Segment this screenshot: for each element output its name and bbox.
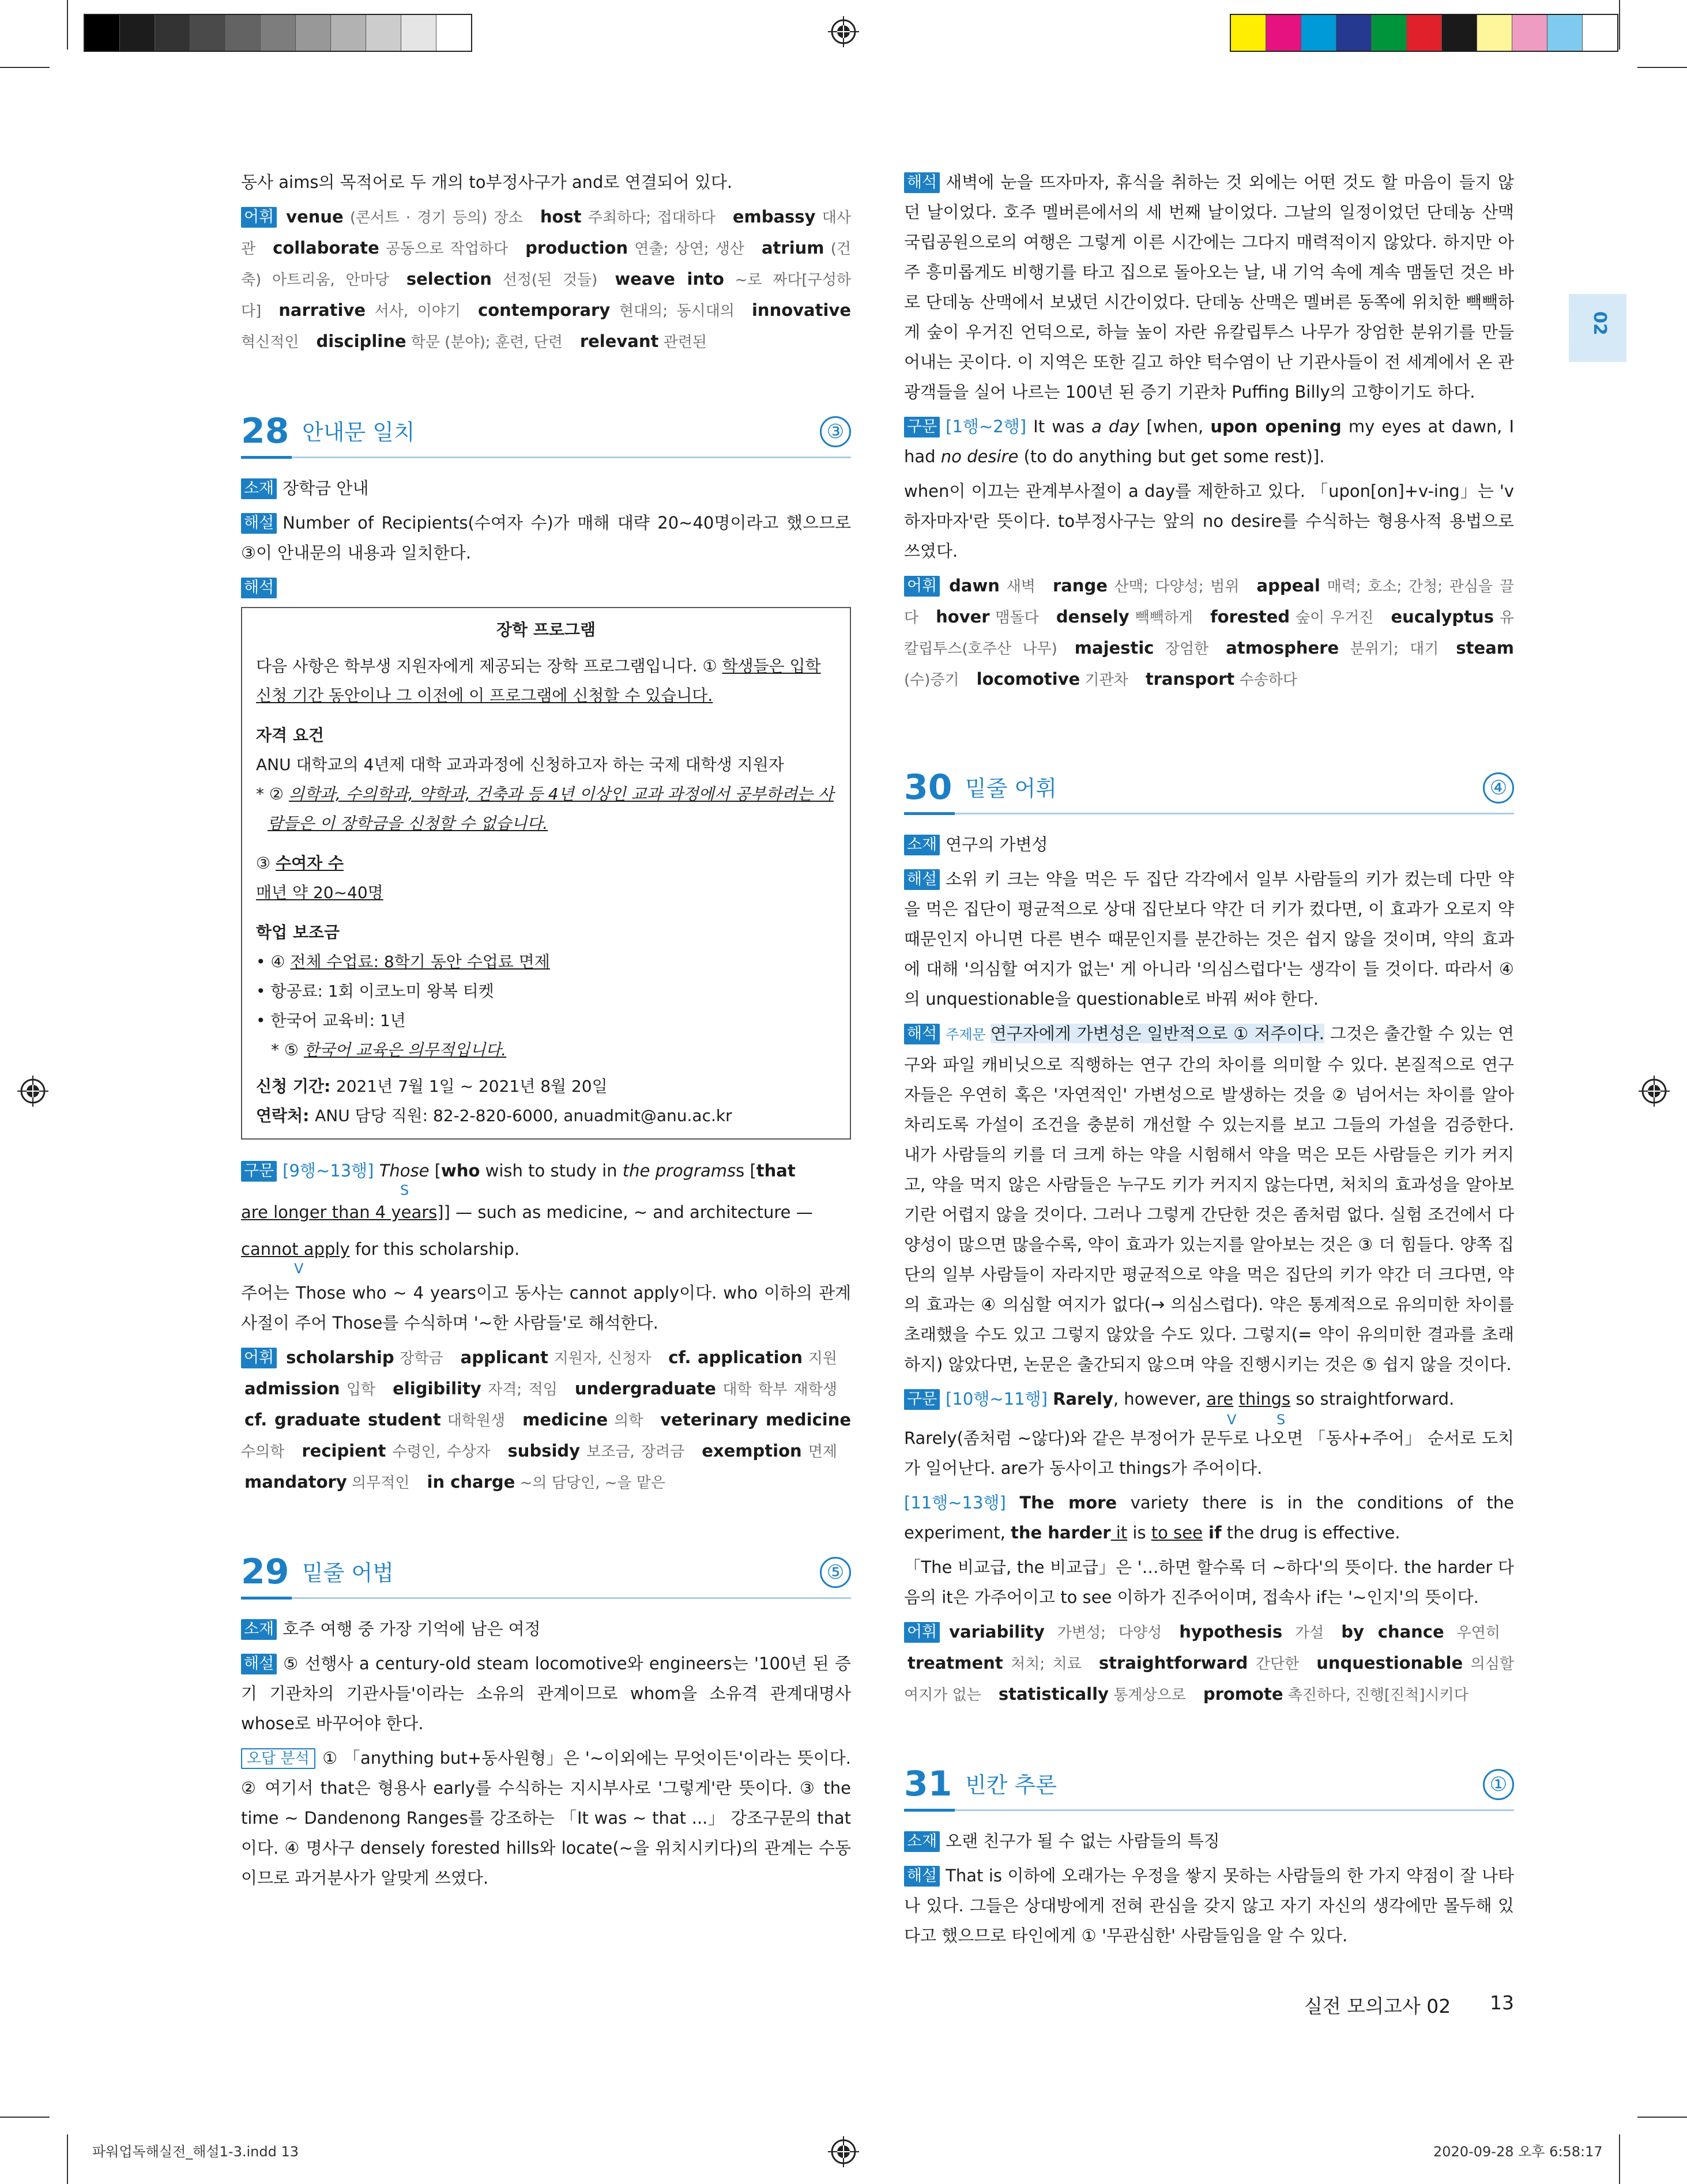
vocab-word: medicine	[522, 1410, 608, 1429]
q28-number: 28	[241, 408, 289, 454]
q31-explanation: 해설 That is 이하에 오래가는 우정을 쌓지 못하는 사람들의 한 가지 약점이 잘 나타나 있다. 그들은 상대방에게 전혀 관심을 갖지 않고 자기 자신의 생각에만 몰두해 있다고 했으므로 타인에게 ① '무관심한' 사람들임을 알 수 있다.	[904, 1866, 1514, 1945]
q30-grammar-note-1: Rarely(좀처럼 ~않다)와 같은 부정어가 문두로 나오면 「동사+주어」 순서로 도치가 일어난다. are가 동사이고 things가 주어이다.	[904, 1428, 1514, 1478]
crop-mark	[1619, 0, 1620, 50]
notice-eligibility-text: ANU 대학교의 4년제 대학 교과과정에 신청하고자 하는 국제 대학생 지원자	[256, 755, 784, 774]
q29-grammar-note: when이 이끄는 관계부사절이 a day를 제한하고 있다. 「upon[on]+v-ing」는 'v하자마자'란 뜻이다. to부정사구는 앞의 no desire를 수식하는 형용사적 용법으로 쓰였다.	[904, 481, 1514, 561]
vocab-word: appeal	[1256, 576, 1320, 595]
color-swatch	[1266, 15, 1301, 51]
verb-mark: V	[294, 1261, 304, 1277]
color-swatch	[1301, 15, 1336, 51]
vocab-meaning: 연출; 상연; 생산	[628, 240, 744, 258]
color-swatch	[1442, 15, 1477, 51]
vocab-meaning: 학문 (분야); 훈련, 단련	[406, 334, 563, 351]
page-number: 13	[1490, 1991, 1514, 2014]
notice-apply-period: 신청 기간: 2021년 7월 1일 ~ 2021년 8월 20일	[256, 1077, 608, 1096]
q28-grammar: 구문 [9행~13행] Those [who wish to study in the programss [that S are longer than 4 years]] — such as medicine, ~ and architecture — cannot apply for this scholarship. V	[241, 1153, 851, 1266]
notice-support-item: • ④ 전체 수업료: 8학기 동안 수업료 면제	[256, 952, 550, 971]
vocab-meaning: (건축) 아트리움, 안마당	[241, 240, 851, 289]
q30-title: 밑줄 어휘	[965, 776, 1057, 801]
vocab-word: venue	[286, 207, 344, 227]
vocab-word: locomotive	[976, 669, 1080, 689]
vocab-word: dawn	[949, 576, 1000, 595]
q29-header	[241, 1549, 851, 1599]
vocab-meaning: 대학원생	[440, 1412, 506, 1429]
vocab-word: applicant	[460, 1348, 548, 1367]
registration-mark-left	[17, 1076, 48, 1107]
notice-support-note: * ⑤ 한국어 교육은 의무적입니다.	[271, 1040, 507, 1059]
vocab-meaning: 주최하다; 접대하다	[581, 209, 716, 227]
vocab-word: relevant	[579, 331, 659, 351]
vocab-word: cf. graduate student	[244, 1410, 441, 1429]
vocab-word: unquestionable	[1316, 1653, 1463, 1673]
color-swatch	[225, 15, 261, 51]
footer-title: 실전 모의고사 02	[1304, 1995, 1451, 2017]
color-swatch	[85, 15, 120, 51]
notice-intro: 다음 사항은 학부생 지원자에게 제공되는 장학 프로그램입니다. ① 학생들은 입학 신청 기간 동안이나 그 이전에 이 프로그램에 신청할 수 있습니다.	[256, 657, 821, 705]
vocab-word: veterinary medicine	[660, 1410, 852, 1429]
crop-mark	[0, 67, 50, 68]
vocab-word: atmosphere	[1226, 638, 1339, 658]
color-swatch	[155, 15, 190, 51]
q31-header	[904, 1761, 1514, 1811]
color-swatch	[190, 15, 225, 51]
vocab-word: atrium	[761, 238, 824, 258]
q28-vocab: 어휘 scholarship 장학금 applicant 지원자, 신청자 cf. application 지원admission 입학 eligibility 자격; 적임 undergraduate 대학 학부 재학생cf. graduate student 대학원생 medicine 의학 veterinary medicine 수의학 recipient 수령인, 수상자 subsidy 보조금, 장려금 exemption 면제mandatory 의무적인 in charge ~의 담당인, ~을 맡은	[241, 1348, 852, 1492]
notice-contact: 연락처: ANU 담당 직원: 82-2-820-6000, anuadmit@anu.ac.kr	[256, 1106, 732, 1125]
crop-mark	[1637, 67, 1687, 68]
vocab-word: hypothesis	[1179, 1622, 1283, 1642]
q29-topic: 소재 호주 여행 중 가장 기억에 남은 여정	[241, 1614, 851, 1644]
vocab-word: transport	[1145, 669, 1235, 689]
vocab-meaning: 촉진하다, 진행[진척]시키다	[1283, 1687, 1468, 1704]
notice-title: 장학 프로그램	[496, 620, 596, 639]
q29-translation: 해석 새벽에 눈을 뜨자마자, 휴식을 취하는 것 외에는 어떤 것도 할 마음이 들지 않던 날이었다. 호주 멜버른에서의 세 번째 날이었다. 그날의 일정이었던 단데농 산맥 국립공원으로의 여행은 그렇게 이른 시간에는 그다지 매력적이지 않았다. 하지만 아주 흥미롭게도 비행기를 타고 집으로 돌아오는 날, 내 기억 속에 계속 맴돌던 것은 바로 단데농 산맥에서 보냈던 시간이었다. 단데농 산맥은 멜버른 동쪽에 위치한 빽빽하게 숲이 우거진 언덕으로, 하늘 높이 자란 유칼립투스 나무가 장엄한 분위기를 만들어내는 곳이다. 이 지역은 또한 길고 하얀 턱수염이 난 기관사들이 전 세계에서 온 관광객들을 실어 나르는 100년 된 증기 기관차 Puffing Billy의 고향이기도 하다.	[904, 172, 1514, 402]
color-swatch	[1583, 15, 1617, 51]
vocab-meaning: ~의 담당인, ~을 맡은	[515, 1474, 666, 1492]
vocab-meaning: 산맥; 다양성; 범위	[1107, 578, 1240, 595]
q29-grammar: 구문 [1행~2행] It was a day [when, upon opening my eyes at dawn, I had no desire (to do anything but get some rest)].	[904, 417, 1514, 466]
q29-title: 밑줄 어법	[302, 1560, 394, 1586]
notice-recipients-text: 매년 약 20~40명	[256, 883, 383, 902]
vocab-word: admission	[244, 1379, 340, 1398]
slug-filename: 파워업독해실전_해설1-3.indd 13	[92, 2144, 299, 2160]
vocab-meaning: 수의학	[241, 1443, 285, 1461]
vocab-meaning: 자격; 적임	[481, 1381, 558, 1398]
grayscale-swatch-bar	[84, 14, 472, 52]
color-swatch	[1477, 15, 1512, 51]
vocab-meaning: 보조금, 장려금	[580, 1443, 685, 1461]
crop-mark	[67, 0, 68, 50]
q30-grammar-2: [11행~13행] The more variety there is in the conditions of the experiment, the harder it is to see if the drug is effective.	[904, 1493, 1515, 1542]
q28-grammar-note: 주어는 Those who ~ 4 years이고 동사는 cannot apply이다. who 이하의 관계사절이 주어 Those를 수식하며 '~한 사람들'로 해석한다.	[241, 1283, 851, 1333]
crop-mark	[0, 2117, 50, 2118]
vocab-meaning: 기관차	[1080, 672, 1128, 689]
vocab-meaning: 통계상으로	[1108, 1687, 1186, 1704]
q30-grammar-1: 구문 [10행~11행] Rarely, however, are things so straightforward. V S	[904, 1384, 1514, 1423]
vocab-meaning: 공동으로 작업하다	[379, 240, 509, 258]
vocab-meaning: 매력; 호소; 간청; 관심을 끌다	[904, 578, 1514, 627]
q30-vocab: 어휘 variability 가변성; 다양성 hypothesis 가설 by chance 우연히treatment 처치; 치료 straightforward 간단한 unquestionable 의심할 여지가 없는 statistically 통계상으로 promote 촉진하다, 진행[진척]시키다	[904, 1622, 1514, 1704]
color-swatch	[331, 15, 366, 51]
q28-header	[241, 408, 851, 458]
vocab-word: hover	[936, 607, 990, 627]
vocab-word: range	[1052, 576, 1108, 595]
left-column	[241, 167, 851, 1898]
verb-mark: V	[1227, 1412, 1237, 1428]
vocab-word: eligibility	[393, 1379, 481, 1398]
q31-title: 빈칸 추론	[965, 1772, 1057, 1798]
notice-support-heading: 학업 보조금	[256, 923, 340, 942]
vocab-meaning: (콘서트 · 경기 등의) 장소	[343, 209, 523, 227]
q30-explanation: 해설 소위 키 크는 약을 먹은 두 집단 각각에서 일부 사람들의 키가 컸는데 다만 약을 먹은 집단이 평균적으로 상대 집단보다 약간 더 키가 컸다면, 이 효과가 오로지 약 때문인지 아니면 다른 변수 때문인지를 분간하는 것은 쉽지 않을 것이며, 약의 효과에 대해 '의심할 여지가 없는' 게 아니라 '의심스럽다'는 생각이 들 것이다. 따라서 ④의 unquestionable을 questionable로 바꿔 써야 한다.	[904, 869, 1514, 1009]
color-swatch	[120, 15, 155, 51]
chapter-side-tab: 02	[1569, 294, 1626, 362]
notice-support-item: • 항공료: 1회 이코노미 왕복 티켓	[256, 982, 494, 1001]
color-swatch	[1547, 15, 1583, 51]
vocab-meaning: 가설	[1282, 1624, 1324, 1642]
vocab-meaning: 관련된	[658, 334, 707, 351]
vocab-meaning: 우연히	[1444, 1624, 1500, 1642]
q29-wrong-answer-analysis: 오답 분석 ① 「anything but+동사원형」은 '~이외에는 무엇이든'이라는 뜻이다. ② 여기서 that은 형용사 early를 수식하는 지시부사로 '그렇게'란 뜻이다. ③ the time ~ Dandenong Ranges를 강조하는 「It was ~ that ...」 강조구문의 that이다. ④ 명사구 densely forested hills와 locate(~을 위치시키다)의 관계는 수동이므로 과거분사가 알맞게 쓰였다.	[241, 1748, 851, 1888]
vocab-meaning: (수)증기	[904, 672, 959, 689]
vocab-meaning: 서사, 이야기	[366, 303, 461, 320]
q30-answer: ④	[1483, 772, 1514, 804]
vocab-meaning: 대사관	[241, 209, 852, 258]
q29-number: 29	[241, 1549, 289, 1595]
color-swatch-bar	[1230, 14, 1618, 52]
vocab-word: forested	[1210, 607, 1290, 627]
vocab-meaning: 장학금	[394, 1350, 443, 1367]
vocab-meaning: 대학 학부 재학생	[716, 1381, 837, 1398]
q31-number: 31	[904, 1761, 952, 1807]
vocab-meaning: ~로 짜다[구성하다]	[241, 271, 852, 320]
vocab-meaning: 새벽	[999, 578, 1035, 595]
color-swatch	[261, 15, 296, 51]
q28-explanation: 해설 Number of Recipients(수여자 수)가 매해 대략 20~40명이라고 했으므로 ③이 안내문의 내용과 일치한다.	[241, 513, 851, 563]
vocab-word: steam	[1456, 638, 1514, 658]
vocab-word: majestic	[1074, 638, 1154, 658]
q31-topic: 소재 오랜 친구가 될 수 없는 사람들의 특징	[904, 1826, 1514, 1856]
vocab-meaning: 맴돌다	[989, 609, 1039, 627]
color-swatch	[296, 15, 331, 51]
color-swatch	[1512, 15, 1547, 51]
vocab-meaning: 의학	[608, 1412, 643, 1429]
vocab-meaning: 유칼립투스(호주산 나무)	[904, 609, 1514, 658]
vocab-tag: 어휘	[241, 207, 277, 228]
vocab-meaning: 수령인, 수상자	[386, 1443, 491, 1461]
color-swatch	[1407, 15, 1442, 51]
vocab-word: collaborate	[273, 238, 379, 258]
subject-mark: S	[1276, 1412, 1286, 1428]
vocab-word: densely	[1056, 607, 1129, 627]
color-swatch	[1372, 15, 1407, 51]
vocab-word: exemption	[702, 1441, 802, 1461]
vocab-word: straightforward	[1098, 1653, 1248, 1673]
q27-vocab	[241, 202, 851, 357]
vocab-word: treatment	[907, 1653, 1003, 1673]
vocab-word: innovative	[751, 300, 851, 320]
q29-answer: ⑤	[820, 1557, 851, 1588]
vocab-word: mandatory	[244, 1472, 347, 1492]
vocab-meaning: 가변성; 다양성	[1044, 1624, 1162, 1642]
vocab-meaning: 빽빽하게	[1129, 609, 1193, 627]
vocab-meaning: 지원	[803, 1350, 838, 1367]
color-swatch	[1336, 15, 1372, 51]
q29-vocab: 어휘 dawn 새벽 range 산맥; 다양성; 범위 appeal 매력; 호소; 간청; 관심을 끌다 hover 맴돌다 densely 빽빽하게 forested 숲이 우거진 eucalyptus 유칼립투스(호주산 나무) majestic 장엄한 atmosphere 분위기; 대기 steam (수)증기 locomotive 기관차 transport 수송하다	[904, 576, 1514, 689]
vocab-meaning: 수송하다	[1234, 672, 1297, 689]
notice-support-item: • 한국어 교육비: 1년	[256, 1011, 406, 1030]
vocab-word: statistically	[998, 1684, 1109, 1704]
vocab-word: subsidy	[507, 1441, 581, 1461]
vocab-word: recipient	[302, 1441, 386, 1461]
vocab-meaning: 혁신적인	[241, 334, 299, 351]
vocab-meaning: 입학	[340, 1381, 376, 1398]
subject-mark: S	[400, 1182, 409, 1198]
vocab-meaning: 처치; 치료	[1003, 1655, 1082, 1673]
vocab-word: in charge	[427, 1472, 515, 1492]
vocab-meaning: 간단한	[1248, 1655, 1300, 1673]
vocab-meaning: 지원자, 신청자	[548, 1350, 652, 1367]
color-swatch	[436, 15, 471, 51]
crop-mark	[1619, 2134, 1620, 2184]
q30-grammar-note-2: 「The 비교급, the 비교급」은 '…하면 할수록 더 ~하다'의 뜻이다. the harder 다음의 it은 가주어이고 to see 이하가 진주어이며, 접속사 if는 '~인지'의 뜻이다.	[904, 1557, 1514, 1607]
q30-topic: 소재 연구의 가변성	[904, 829, 1514, 859]
vocab-word: host	[540, 207, 582, 227]
color-swatch	[366, 15, 401, 51]
right-column	[904, 167, 1514, 1955]
vocab-meaning: 의심할 여지가 없는	[904, 1655, 1514, 1704]
vocab-meaning: 장엄한	[1154, 640, 1209, 658]
vocab-word: eucalyptus	[1391, 607, 1494, 627]
vocab-word: discipline	[316, 331, 406, 351]
vocab-word: contemporary	[478, 300, 611, 320]
color-swatch	[401, 15, 436, 51]
q30-number: 30	[904, 764, 952, 810]
q28-title: 안내문 일치	[302, 420, 415, 445]
q30-translation: 해석 주제문 연구자에게 가변성은 일반적으로 ① 저주이다. 그것은 출간할 수 있는 연구와 파일 캐비닛으로 직행하는 연구 간의 차이를 의미할 수 있다. 본질적으로 연구자들은 우연히 혹은 '자연적인' 가변성으로 발생하는 것을 ② 넘어서는 차이를 알아차리도록 가설이 조건을 충분히 개선할 수 있는지를 보고 그들의 가설을 검증한다. 내가 사람들의 키를 더 크게 하는 약을 시험해서 약을 먹은 모든 사람들은 키가 커지고, 약을 먹지 않은 사람들은 누구도 키가 커지지 않는다면, 처치의 효과성을 알아보기란 어렵지 않을 것이다. 그러나 그렇게 간단한 것은 좀처럼 없다. 실험 조건에서 다양성이 많으면 많을수록, 약이 효과가 있는지를 알아보는 것은 ③ 더 힘들다. 양쪽 집단의 일부 사람들이 자라지만 평균적으로 약을 먹은 집단의 키가 약간 더 크다면, 약의 효과는 ④ 의심할 여지가 없다(→ 의심스럽다). 약은 통계적으로 유의미한 차이를 초래했을 수도 있고 그렇지 않았을 수도 있다. 그렇지(= 약이 유의미한 결과를 초래하지) 않았다면, 논문은 출간되지 않으며 약을 진행시키는 것은 ⑤ 쉽지 않을 것이다.	[904, 1024, 1514, 1374]
vocab-word: by chance	[1341, 1622, 1444, 1642]
notice-recipients-heading: ③ 수여자 수	[256, 854, 344, 873]
vocab-meaning: 숲이 우거진	[1290, 609, 1374, 627]
vocab-meaning: 의무적인	[347, 1474, 410, 1492]
crop-mark	[67, 2134, 68, 2184]
vocab-meaning: 현대의; 동시대의	[610, 303, 735, 320]
q27-intro-note: 동사 aims의 목적어로 두 개의 to부정사구가 and로 연결되어 있다.	[241, 172, 733, 192]
q31-answer: ①	[1483, 1769, 1514, 1800]
vocab-word: promote	[1203, 1684, 1283, 1704]
vocab-word: production	[525, 238, 628, 258]
vocab-meaning: 선정(된 것들)	[491, 271, 598, 289]
vocab-word: cf. application	[668, 1348, 803, 1367]
registration-mark-right	[1639, 1076, 1670, 1107]
vocab-word: variability	[949, 1622, 1045, 1642]
vocab-word: weave into	[615, 269, 724, 289]
color-swatch	[1231, 15, 1266, 51]
registration-mark-top	[828, 16, 859, 47]
q28-translation-label: 해석	[241, 572, 851, 602]
q29-explanation: 해설 ⑤ 선행사 a century-old steam locomotive와 engineers는 '100년 된 증기 기관차의 기관사들'이라는 소유의 관계이므로 whom을 소유격 관계대명사 whose로 바꾸어야 한다.	[241, 1654, 851, 1733]
crop-mark	[1637, 2117, 1687, 2118]
scholarship-notice-box	[241, 607, 851, 1140]
vocab-word: embassy	[732, 207, 816, 227]
notice-eligibility-note: * ② 의학과, 수의학과, 약학과, 건축과 등 4년 이상인 교과 과정에서 공부하려는 사람들은 이 장학금을 신청할 수 없습니다.	[256, 784, 834, 833]
vocab-word: narrative	[278, 300, 366, 320]
vocab-word: selection	[406, 269, 492, 289]
q28-answer: ③	[820, 416, 851, 447]
q28-topic: 소재 장학금 안내	[241, 473, 851, 503]
vocab-meaning: 분위기; 대기	[1339, 640, 1439, 658]
q30-header	[904, 764, 1514, 814]
slug-datetime: 2020-09-28 오후 6:58:17	[1433, 2144, 1603, 2160]
registration-mark-bottom	[828, 2136, 859, 2167]
vocab-meaning: 면제	[801, 1443, 837, 1461]
vocab-word: scholarship	[286, 1348, 394, 1367]
vocab-word: undergraduate	[574, 1379, 716, 1398]
notice-eligibility-heading: 자격 요건	[256, 726, 324, 745]
